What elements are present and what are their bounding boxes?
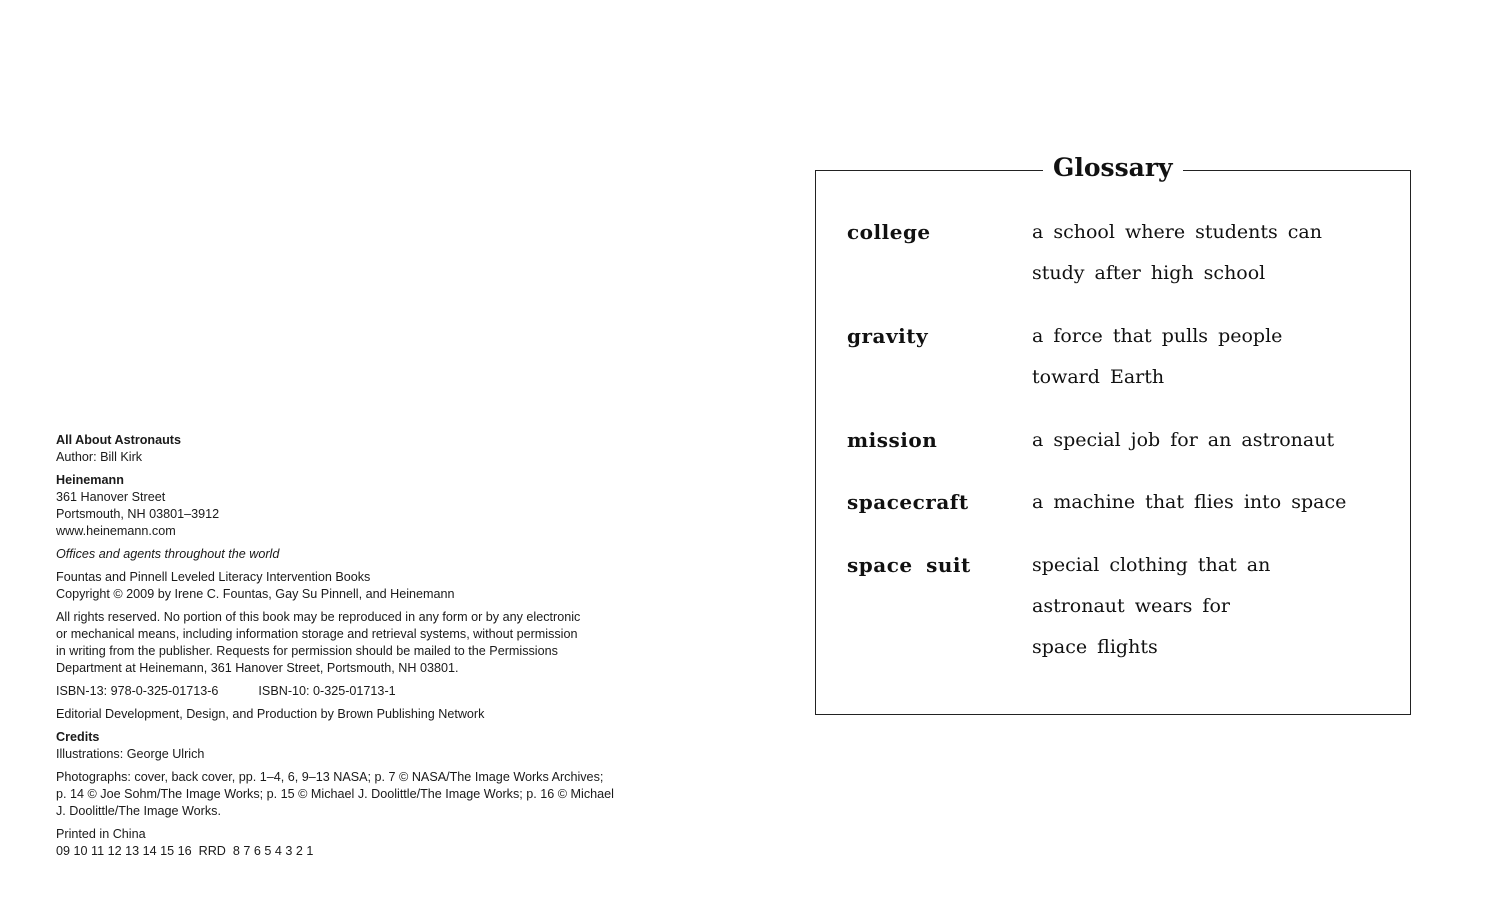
- rights-notice: [56, 609, 696, 677]
- credits-info: [56, 729, 696, 763]
- publisher-name: Heinemann: [56, 473, 124, 487]
- glossary-definition: [1032, 212, 1392, 294]
- printed-in: Printed in China: [56, 827, 146, 841]
- offices-note: [56, 546, 696, 563]
- glossary-term: college: [847, 220, 931, 244]
- publisher-website: www.heinemann.com: [56, 524, 176, 538]
- publisher-city: Portsmouth, NH 03801–3912: [56, 507, 220, 521]
- photo-credits: [56, 769, 696, 820]
- glossary-term: space suit: [847, 553, 971, 577]
- print-info: [56, 826, 696, 860]
- isbn-10: ISBN-10: 0-325-01713-1: [258, 684, 396, 698]
- book-title: All About Astronauts: [56, 433, 181, 447]
- photo-credit-line: J. Doolittle/The Image Works.: [56, 804, 221, 818]
- definition-line: study after high school: [1032, 262, 1266, 284]
- rights-line: Department at Heinemann, 361 Hanover Street, Portsmouth, NH 03801.: [56, 661, 459, 675]
- book-author: Author: Bill Kirk: [56, 450, 143, 464]
- definition-line: a force that pulls people: [1032, 325, 1283, 347]
- definition-line: a school where students can: [1032, 221, 1322, 243]
- definition-line: a machine that flies into space: [1032, 491, 1347, 513]
- copyright-notice: Copyright © 2009 by Irene C. Fountas, Gay Su Pinnell, and Heinemann: [56, 587, 455, 601]
- rights-line: All rights reserved. No portion of this book may be reproduced in any form or by any electronic: [56, 610, 581, 624]
- rights-line: or mechanical means, including information storage and retrieval systems, without permission: [56, 627, 578, 641]
- definition-line: special clothing that an: [1032, 554, 1271, 576]
- definition-line: astronaut wears for: [1032, 595, 1230, 617]
- glossary-term: mission: [847, 428, 938, 452]
- photo-credit-line: p. 14 © Joe Sohm/The Image Works; p. 15 © Michael J. Doolittle/The Image Works; p. 16 © Michael: [56, 787, 614, 801]
- definition-line: toward Earth: [1032, 366, 1165, 388]
- illustrations-credit: Illustrations: George Ulrich: [56, 747, 205, 761]
- series-info: [56, 569, 696, 603]
- publisher-street: 361 Hanover Street: [56, 490, 166, 504]
- series-name: Fountas and Pinnell Leveled Literacy Intervention Books: [56, 570, 371, 584]
- print-line: 09 10 11 12 13 14 15 16 RRD 8 7 6 5 4 3 2 1: [56, 844, 314, 858]
- glossary-title: Glossary: [1043, 151, 1183, 185]
- photo-credit-line: Photographs: cover, back cover, pp. 1–4, 6, 9–13 NASA; p. 7 © NASA/The Image Works Archives;: [56, 770, 604, 784]
- glossary-term: gravity: [847, 324, 929, 348]
- publisher-info: [56, 472, 696, 540]
- glossary-definition: [1032, 545, 1392, 668]
- glossary-term: spacecraft: [847, 490, 969, 514]
- editorial-text: Editorial Development, Design, and Production by Brown Publishing Network: [56, 707, 485, 721]
- glossary-definition: [1032, 482, 1392, 523]
- isbn-13: ISBN-13: 978-0-325-01713-6: [56, 684, 219, 698]
- isbn-info: [56, 683, 696, 700]
- offices-text: Offices and agents throughout the world: [56, 547, 280, 561]
- definition-line: space flights: [1032, 636, 1158, 658]
- glossary-definition: [1032, 316, 1392, 398]
- credits-heading: Credits: [56, 730, 100, 744]
- glossary-definition: [1032, 420, 1392, 461]
- glossary-box: [815, 153, 1411, 715]
- definition-line: a special job for an astronaut: [1032, 429, 1335, 451]
- book-info: [56, 432, 696, 466]
- rights-line: in writing from the publisher. Requests for permission should be mailed to the Permissions: [56, 644, 558, 658]
- copyright-page: [56, 432, 696, 866]
- editorial-info: [56, 706, 696, 723]
